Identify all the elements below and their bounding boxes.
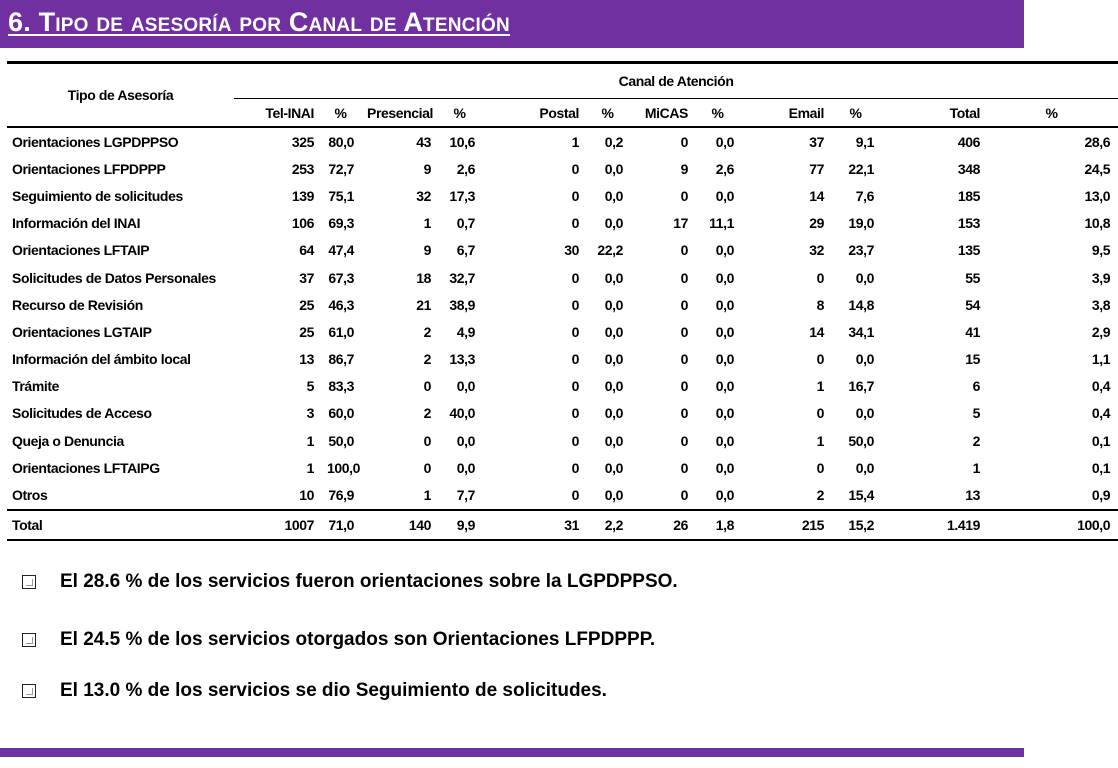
- table-cell: 10: [299, 487, 314, 504]
- table-cell: 13,0: [1084, 187, 1111, 204]
- row-label: Seguimiento de solicitudes: [12, 187, 183, 204]
- table-cell: 1: [306, 432, 314, 449]
- table-cell: 253: [291, 160, 314, 177]
- table-cell: 0,9: [1091, 487, 1111, 504]
- table-cell: 0,0: [715, 351, 734, 368]
- table-cell: 325: [291, 133, 314, 150]
- table-cell: 30: [564, 242, 579, 259]
- table-cell: 0,0: [855, 405, 874, 422]
- table-cell: 0,0: [715, 133, 734, 150]
- table-cell: 71,0: [322, 510, 362, 540]
- bullet-item: [22, 626, 655, 654]
- table-cell: 0,0: [456, 378, 475, 395]
- checkbox-bullet-icon: [22, 575, 36, 589]
- table-cell: 0: [680, 187, 688, 204]
- table-row: [7, 400, 1118, 427]
- table-cell: 0,0: [715, 187, 734, 204]
- table-cell: 0: [571, 351, 579, 368]
- table-cell: 1: [423, 215, 431, 232]
- table-cell: 9,5: [1091, 242, 1111, 259]
- table-row: [7, 155, 1118, 182]
- table-cell: 17,3: [449, 187, 475, 204]
- table-cell: 10,6: [449, 133, 475, 150]
- column-header: %: [587, 99, 631, 128]
- page-title: 6. Tipo de asesoría por Canal de Atención: [8, 7, 510, 37]
- row-label: Información del ámbito local: [12, 351, 191, 368]
- table-cell: 6,7: [456, 242, 475, 259]
- table-cell: 2: [423, 323, 431, 340]
- table-cell: 40,0: [449, 405, 475, 422]
- table-cell: 0,0: [715, 323, 734, 340]
- table-cell: 6: [972, 378, 980, 395]
- table-cell: 0,0: [604, 187, 623, 204]
- table-cell: 23,7: [848, 242, 874, 259]
- bullet-text: El 13.0 % de los servicios se dio Seguimiento de solicitudes.: [60, 680, 607, 701]
- table-cell: 15,4: [848, 487, 874, 504]
- table-cell: 1: [306, 459, 314, 476]
- checkbox-bullet-icon: [22, 633, 36, 647]
- row-label: Solicitudes de Acceso: [12, 405, 152, 422]
- checkbox-bullet-icon: [22, 684, 36, 698]
- row-label: Recurso de Revisión: [12, 296, 143, 313]
- bullet-text: El 24.5 % de los servicios otorgados son Orientaciones LFPDPPP.: [60, 629, 656, 650]
- table-cell: 0: [680, 242, 688, 259]
- table-cell: 0,0: [604, 432, 623, 449]
- table-cell: 185: [957, 187, 980, 204]
- table-row: [7, 127, 1118, 155]
- column-header: Postal: [483, 99, 587, 128]
- table-cell: 0: [680, 269, 688, 286]
- table-cell: 0: [423, 459, 431, 476]
- table-cell: 0: [423, 378, 431, 395]
- table-cell: 0,0: [855, 351, 874, 368]
- table-cell: 16,7: [848, 378, 874, 395]
- table-row: [7, 291, 1118, 318]
- table-cell: 3: [306, 405, 314, 422]
- table-cell: 50,0: [848, 432, 874, 449]
- row-label: Orientaciones LGPDPPSO: [12, 133, 179, 150]
- table-cell: 34,1: [848, 323, 874, 340]
- table-cell: 0,0: [715, 269, 734, 286]
- table-cell: 0: [680, 133, 688, 150]
- table-cell: 106: [291, 215, 314, 232]
- table-cell: 0,0: [604, 351, 623, 368]
- table-cell: 1: [816, 432, 824, 449]
- table-cell: 25: [299, 323, 314, 340]
- table-cell: 135: [957, 242, 980, 259]
- table-cell: 0: [816, 405, 824, 422]
- total-row: [7, 510, 1118, 540]
- table-head: [7, 63, 1118, 128]
- table-cell: 0: [816, 459, 824, 476]
- table-cell: 46,3: [328, 296, 354, 313]
- table-cell: 0: [571, 187, 579, 204]
- table-cell: 32: [809, 242, 824, 259]
- table-cell: 0,4: [1091, 405, 1111, 422]
- row-label: Otros: [12, 487, 48, 504]
- table-cell: 139: [291, 187, 314, 204]
- row-label: Orientaciones LFPDPPP: [12, 160, 166, 177]
- table-cell: 0,0: [604, 269, 623, 286]
- table-cell: 11,1: [709, 215, 734, 232]
- table-cell: 140: [362, 510, 439, 540]
- table-row: [7, 210, 1118, 237]
- table-cell: 50,0: [328, 432, 354, 449]
- table-cell: 14: [809, 323, 824, 340]
- table-cell: 80,0: [328, 133, 354, 150]
- row-label: Solicitudes de Datos Personales: [12, 269, 216, 286]
- table-cell: 0: [816, 269, 824, 286]
- table-cell: 1,1: [1091, 351, 1111, 368]
- table-cell: 13,3: [449, 351, 475, 368]
- table-cell: 60,0: [328, 405, 354, 422]
- table-cell: 1,8: [696, 510, 742, 540]
- table-cell: 2: [972, 432, 980, 449]
- table-cell: 215: [742, 510, 832, 540]
- table-cell: 0: [680, 378, 688, 395]
- table-cell: 0: [680, 405, 688, 422]
- table-cell: 0,1: [1091, 432, 1111, 449]
- table-cell: 0,0: [604, 405, 623, 422]
- table-cell: 55: [965, 269, 980, 286]
- table-cell: 37: [809, 133, 824, 150]
- table-cell: 0: [571, 459, 579, 476]
- table-cell: 17: [673, 215, 688, 232]
- table-cell: 9: [680, 160, 688, 177]
- column-header: %: [322, 99, 362, 128]
- table-row: [7, 373, 1118, 400]
- table-cell: 1007: [234, 510, 322, 540]
- bullet-text: El 28.6 % de los servicios fueron orientaciones sobre la LGPDPPSO.: [60, 571, 678, 592]
- table-cell: 41: [965, 323, 980, 340]
- bullet-item: [22, 568, 678, 596]
- table-cell: 29: [809, 215, 824, 232]
- table-cell: 10,8: [1084, 215, 1111, 232]
- table-cell: 5: [306, 378, 314, 395]
- table-cell: 15,2: [832, 510, 882, 540]
- table-cell: 9,9: [439, 510, 483, 540]
- table-cell: 0: [571, 296, 579, 313]
- table-cell: 61,0: [328, 323, 354, 340]
- table-cell: 9,1: [855, 133, 874, 150]
- table-cell: 0,0: [715, 459, 734, 476]
- table-cell: 47,4: [328, 242, 354, 259]
- table-cell: 0: [680, 459, 688, 476]
- table-cell: 0,4: [1091, 378, 1111, 395]
- table-cell: 1: [972, 459, 980, 476]
- table-cell: 1.419: [882, 510, 988, 540]
- row-label: Información del INAI: [12, 215, 141, 232]
- footer-bar: [0, 748, 1024, 757]
- advisory-table: [7, 61, 1118, 541]
- table-cell: 0,0: [604, 296, 623, 313]
- table-cell: 2,6: [715, 160, 734, 177]
- table-cell: 4,9: [456, 323, 475, 340]
- table-cell: 22,1: [848, 160, 874, 177]
- table-body: [7, 127, 1118, 540]
- table-cell: 21: [416, 296, 431, 313]
- table-cell: 2: [423, 405, 431, 422]
- column-header: Total: [882, 99, 988, 128]
- table-cell: 75,1: [328, 187, 354, 204]
- table-cell: 76,9: [328, 487, 354, 504]
- table-cell: 0,2: [604, 133, 623, 150]
- table-cell: 0: [571, 160, 579, 177]
- bullet-item: [22, 677, 607, 705]
- table-cell: 0,0: [604, 487, 623, 504]
- table-cell: 31: [483, 510, 587, 540]
- table-cell: 77: [809, 160, 824, 177]
- table-cell: 0,0: [855, 459, 874, 476]
- table-cell: 0,0: [456, 432, 475, 449]
- table-cell: 0,0: [715, 296, 734, 313]
- row-label: Orientaciones LGTAIP: [12, 323, 152, 340]
- table-cell: 38,9: [449, 296, 475, 313]
- row-label: Total: [7, 510, 234, 540]
- table-cell: 100,0: [988, 510, 1118, 540]
- table-cell: 32: [416, 187, 431, 204]
- table-cell: 0: [571, 432, 579, 449]
- table-row: [7, 454, 1118, 481]
- table-cell: 22,2: [597, 242, 623, 259]
- table-cell: 69,3: [328, 215, 354, 232]
- table-cell: 3,8: [1091, 296, 1111, 313]
- table-cell: 406: [957, 133, 980, 150]
- column-header: Presencial: [362, 99, 439, 128]
- row-label: Orientaciones LFTAIPG: [12, 459, 160, 476]
- table-cell: 0,0: [604, 323, 623, 340]
- table-cell: 3,9: [1091, 269, 1111, 286]
- table-cell: 0: [680, 323, 688, 340]
- table-row: [7, 264, 1118, 291]
- table-cell: 348: [957, 160, 980, 177]
- table-cell: 2,9: [1091, 323, 1111, 340]
- column-header: MiCAS: [631, 99, 696, 128]
- table-cell: 0: [680, 487, 688, 504]
- table-cell: 0: [680, 351, 688, 368]
- table-cell: 100,0: [327, 459, 361, 476]
- table-cell: 64: [299, 242, 314, 259]
- table-cell: 0,0: [715, 242, 734, 259]
- table-cell: 0,0: [456, 459, 475, 476]
- table-cell: 0,0: [604, 378, 623, 395]
- table-cell: 0,7: [456, 215, 475, 232]
- column-header: %: [696, 99, 742, 128]
- data-table-container: [7, 61, 1111, 541]
- table-cell: 13: [965, 487, 980, 504]
- table-cell: 26: [631, 510, 696, 540]
- table-cell: 0,0: [715, 487, 734, 504]
- table-cell: 0,0: [604, 215, 623, 232]
- table-row: [7, 182, 1118, 209]
- table-cell: 0: [423, 432, 431, 449]
- table-cell: 25: [299, 296, 314, 313]
- table-row: [7, 237, 1118, 264]
- table-cell: 0: [571, 323, 579, 340]
- table-cell: 0,1: [1091, 459, 1111, 476]
- table-cell: 2,6: [456, 160, 475, 177]
- table-cell: 37: [299, 269, 314, 286]
- row-label: Orientaciones LFTAIP: [12, 242, 150, 259]
- table-cell: 9: [423, 160, 431, 177]
- group-header: Canal de Atención: [234, 63, 1118, 99]
- table-cell: 2: [423, 351, 431, 368]
- column-header: Tel-INAI: [234, 99, 322, 128]
- table-cell: 8: [816, 296, 824, 313]
- table-cell: 0,0: [715, 378, 734, 395]
- row-label: Queja o Denuncia: [12, 432, 124, 449]
- table-cell: 1: [571, 133, 579, 150]
- table-cell: 0: [571, 378, 579, 395]
- table-cell: 0,0: [604, 459, 623, 476]
- table-cell: 7,6: [855, 187, 874, 204]
- row-header: Tipo de Asesoría: [7, 63, 234, 128]
- table-cell: 24,5: [1084, 160, 1111, 177]
- table-cell: 67,3: [328, 269, 354, 286]
- table-cell: 0: [571, 269, 579, 286]
- table-cell: 0,0: [604, 160, 623, 177]
- table-cell: 0: [816, 351, 824, 368]
- table-cell: 0,0: [715, 405, 734, 422]
- table-cell: 54: [965, 296, 980, 313]
- table-cell: 18: [416, 269, 431, 286]
- table-cell: 19,0: [848, 215, 874, 232]
- table-row: [7, 346, 1118, 373]
- column-header: Email: [742, 99, 832, 128]
- table-cell: 32,7: [449, 269, 475, 286]
- table-cell: 72,7: [328, 160, 354, 177]
- column-header: %: [832, 99, 882, 128]
- table-cell: 5: [972, 405, 980, 422]
- table-row: [7, 318, 1118, 345]
- table-cell: 2,2: [587, 510, 631, 540]
- table-cell: 15: [965, 351, 980, 368]
- table-cell: 13: [299, 351, 314, 368]
- table-cell: 2: [816, 487, 824, 504]
- table-cell: 9: [423, 242, 431, 259]
- table-cell: 0: [680, 296, 688, 313]
- table-cell: 28,6: [1084, 133, 1111, 150]
- table-cell: 0,0: [855, 269, 874, 286]
- table-cell: 83,3: [328, 378, 354, 395]
- table-cell: 0: [571, 405, 579, 422]
- table-cell: 153: [957, 215, 980, 232]
- table-cell: 7,7: [456, 487, 475, 504]
- column-header: %: [988, 99, 1118, 128]
- title-bar: [0, 0, 1024, 48]
- table-row: [7, 427, 1118, 454]
- table-cell: 14: [809, 187, 824, 204]
- table-cell: 0: [571, 487, 579, 504]
- table-cell: 43: [416, 133, 431, 150]
- table-cell: 0,0: [715, 432, 734, 449]
- table-cell: 14,8: [848, 296, 874, 313]
- table-cell: 86,7: [328, 351, 354, 368]
- row-label: Trámite: [12, 378, 59, 395]
- table-cell: 0: [680, 432, 688, 449]
- table-row: [7, 481, 1118, 509]
- table-cell: 1: [423, 487, 431, 504]
- column-header: %: [439, 99, 483, 128]
- table-cell: 0: [571, 215, 579, 232]
- table-cell: 1: [816, 378, 824, 395]
